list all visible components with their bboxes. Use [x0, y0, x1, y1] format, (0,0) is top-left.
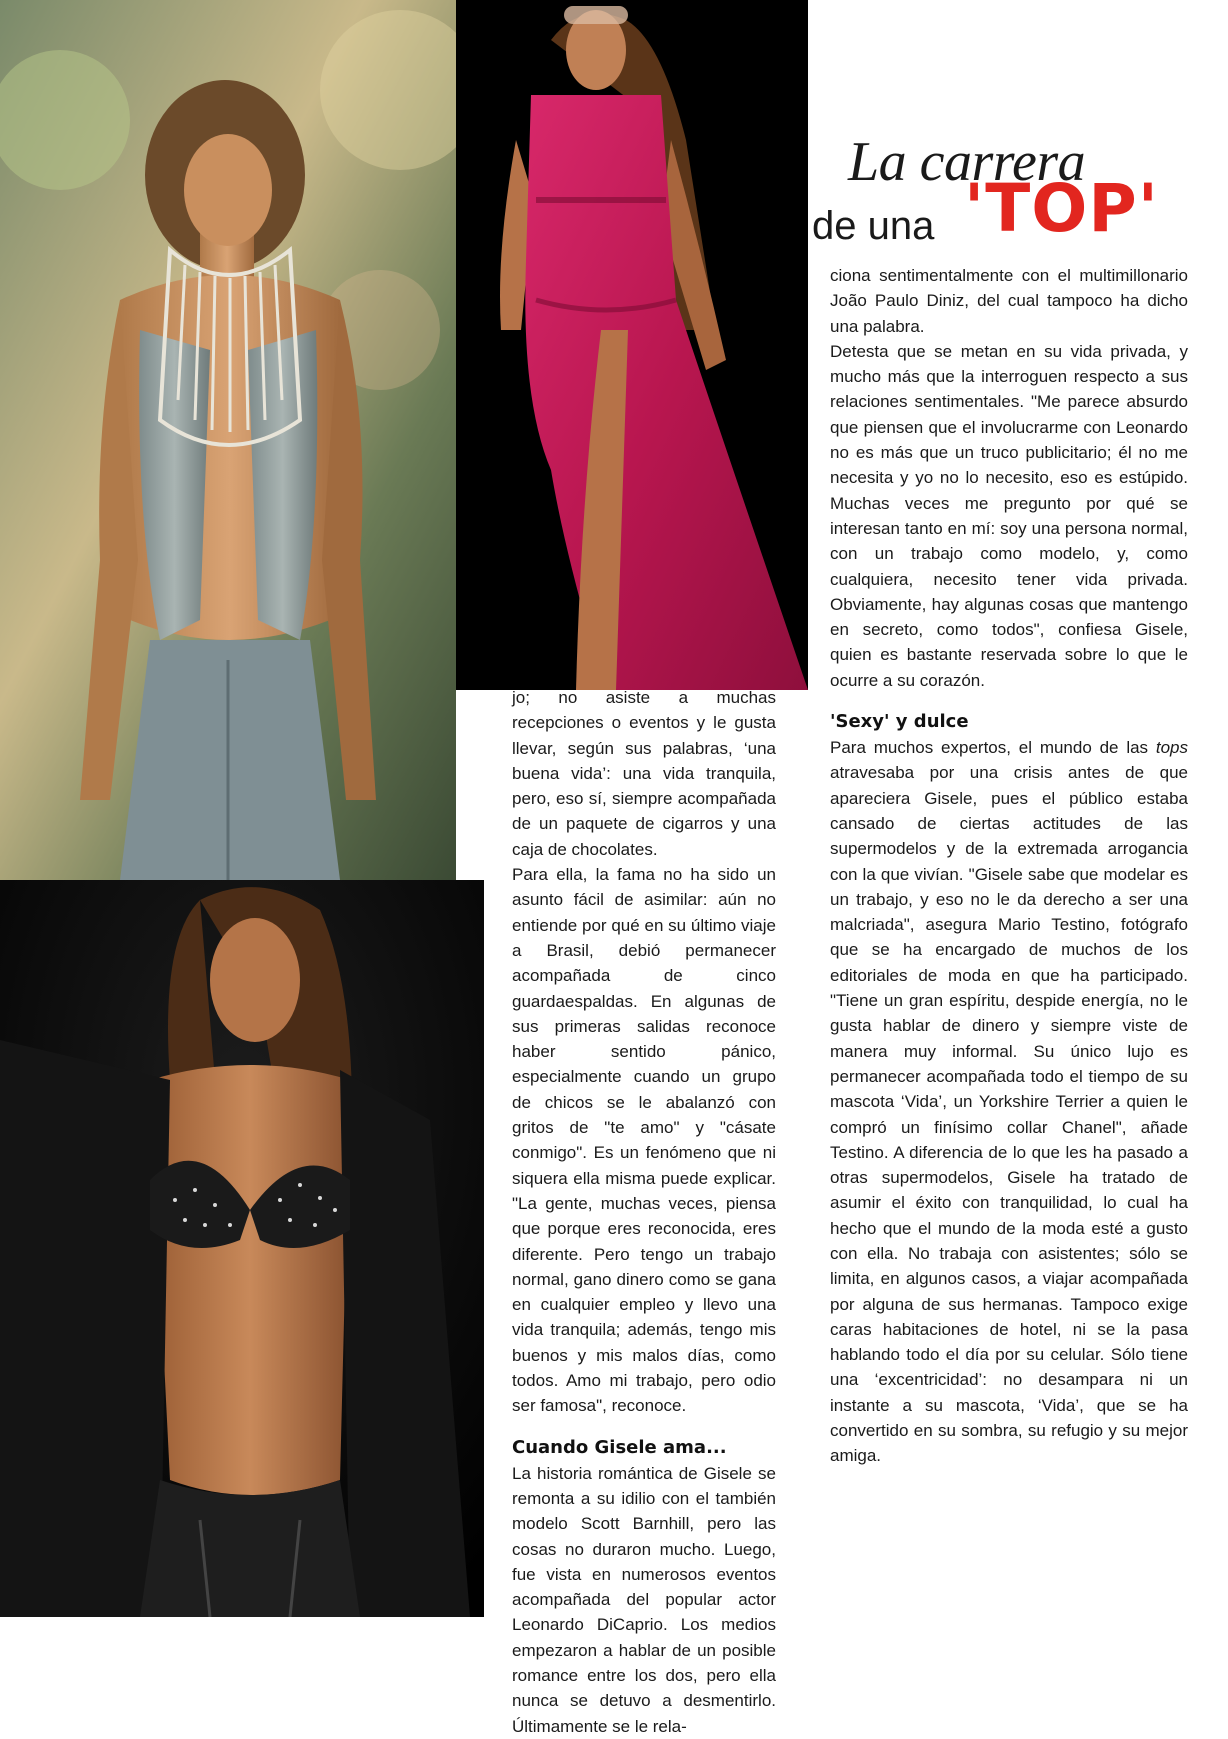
article-title — [812, 130, 1228, 255]
title-line-1: La carrera — [848, 131, 1086, 193]
text-column-left — [512, 685, 776, 1739]
paragraph: Para ella, la fama no ha sido un asunto fácil de asimilar: aún no entiende por qué en su último viaje a Brasil, debió permanecer acompañada de cinco guardaespaldas. En algunas de sus primeras salidas reconoce haber sentido pánico, especialmente cuando un grupo de chicos se le abalanzó con gritos de "te amo" y "cásate conmigo". Es un fenómeno que ni siquera ella misma puede explicar. "La gente, muchas veces, piensa que porque eres reconocida, eres diferente. Pero tengo un trabajo normal, gano dinero como se gana en cualquier empleo y llevo una vida tranquila; además, tengo mis buenos y mis malos días, como todos. Amo mi trabajo, pero odio ser famosa", reconoce. — [512, 865, 776, 1416]
section-heading: 'Sexy' y dulce — [830, 711, 969, 733]
paragraph: Detesta que se metan en su vida privada, y mucho más que la interroguen respecto a sus relaciones sentimentales. "Me parece absurdo que piensen que el involucrarme con Leonardo no es más que un truco publicitario; él no me necesita y yo no lo necesito, eso es estúpido. Muchas veces me pregunto por qué se interesan tanto en mí: soy una persona normal, con un trabajo como modelo, y, como cualquiera, necesito tener vida privada. Obviamente, hay algunas cosas que mantengo en secreto, como todos", confiesa Gisele, quien es bastante reservada sobre lo que le ocurre a su corazón. — [830, 341, 1188, 690]
text-column-right — [830, 263, 1188, 1469]
photo-runway-silver-top — [0, 0, 456, 880]
photo-magenta-gown — [456, 0, 808, 690]
paragraph-part: atravesaba por una crisis antes de que apareciera Gisele, pues el público estaba cansado de ciertas actitudes de las supermodelos y de la extremada arrogancia con la que vivían. "Gisele sabe que modelar es un trabajo, y eso no le da derecho a ser una malcriada", asegura Mario Testino, fotógrafo que se ha encargado de muchos de los editoriales de moda en que ha participado. "Tiene un gran espíritu, despide energía, no le gusta hablar de dinero y siempre viste de manera muy informal. Su único lujo es permanecer acompañada todo el tiempo de su mascota ‘Vida’, un Yorkshire Terrier a quien le compró un finísimo collar Chanel", añade Testino. A diferencia de lo que les ha pasado a otras supermodelos, Gisele ha tratado de asumir el éxito con tranquilidad, lo cual ha hecho que el mundo de la moda esté a gusto con ella. No trabaja con asistentes; sólo se limita, en algunos casos, a viajar acompañada por alguna de sus hermanas. Tampoco exige caras habitaciones de hotel, ni se la pasa hablando todo el día por su celular. Sólo tiene una ‘excentricidad’: no desampara ni un instante a su mascota, ‘Vida’, que se ha convertido en su sombra, su refugio y su mejor amiga. — [830, 763, 1188, 1466]
paragraph: La historia romántica de Gisele se remonta a su idilio con el también modelo Scott Barnhill, pero las cosas no duraron mucho. Luego, fue vista en numerosos eventos acompañada del popular actor Leonardo DiCaprio. Los medios empezaron a hablar de un posible romance entre los dos, pero ella nunca se detuvo a desmentirlo. Últimamente se le rela- — [512, 1463, 776, 1736]
title-highlight: 'TOP' — [964, 170, 1159, 247]
paragraph: ciona sentimentalmente con el multimillonario João Paulo Diniz, del cual tampoco ha dicho una palabra. — [830, 266, 1188, 336]
section-heading: Cuando Gisele ama... — [512, 1436, 727, 1458]
photo-studded-bikini — [0, 880, 484, 1617]
paragraph: jo; no asiste a muchas recepciones o eventos y le gusta llevar, según sus palabras, ‘una buena vida’: una vida tranquila, pero, eso sí, siempre acompañada de un paquete de cigarros y una caja de chocolates. — [512, 688, 776, 859]
paragraph — [830, 735, 1188, 1469]
paragraph-part: Para muchos expertos, el mundo de las — [830, 738, 1156, 758]
title-line-2-prefix: de una — [812, 204, 935, 248]
emphasis-tops: tops — [1155, 738, 1188, 758]
